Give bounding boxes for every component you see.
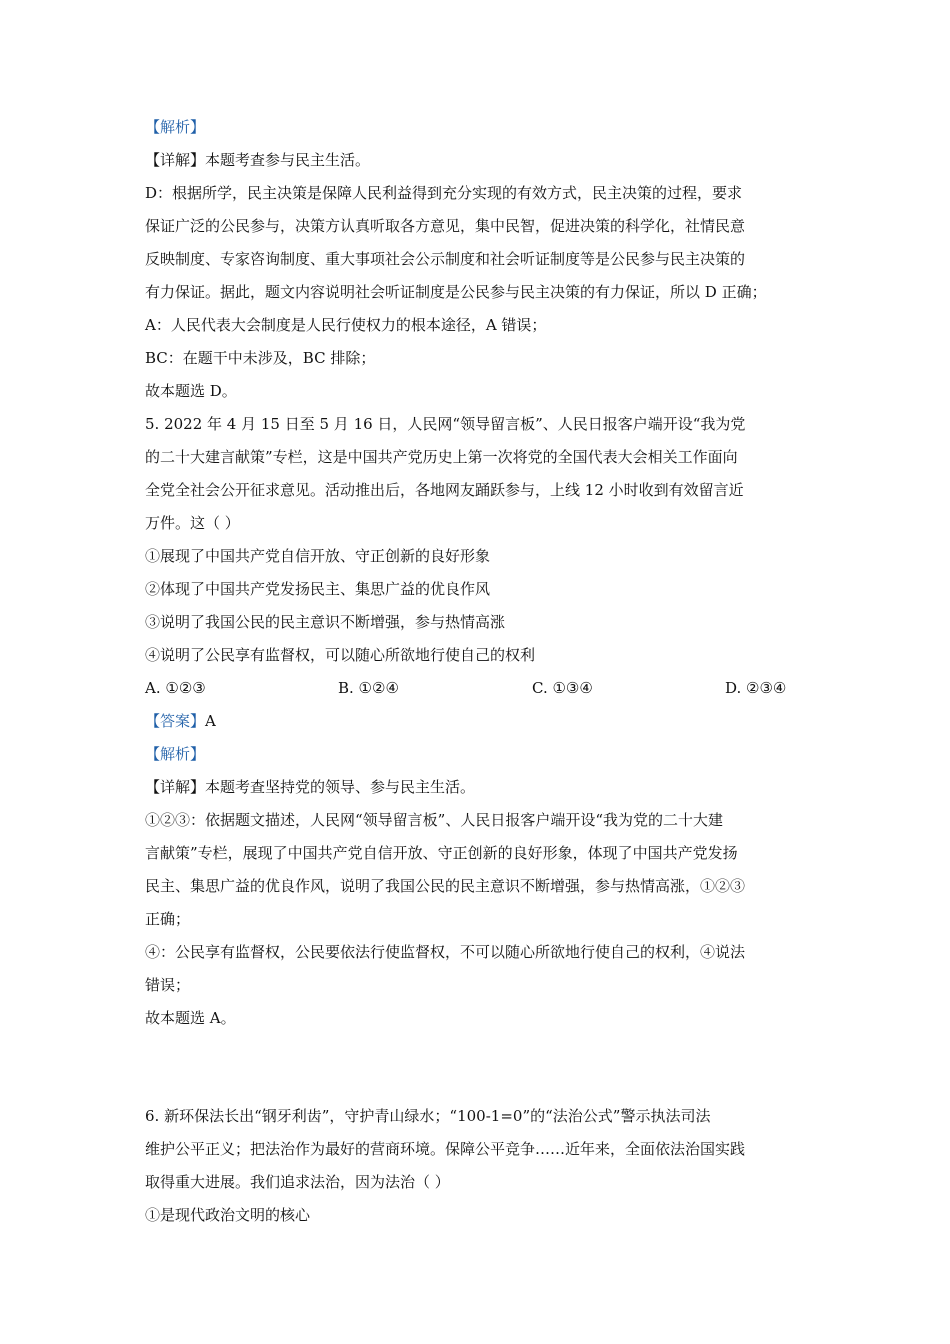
statement: ①展现了中国共产党自信开放、守正创新的良好形象: [145, 547, 491, 565]
text-line: 民主、集思广益的优良作风，说明了我国公民的民主意识不断增强，参与热情高涨，①②③: [145, 877, 746, 895]
detail-text: 本题考查参与民主生活。: [205, 151, 371, 169]
answer-tag: 【答案】: [145, 712, 206, 730]
statement: ②体现了中国共产党发扬民主、集思广益的优良作风: [145, 580, 491, 598]
question-stem-line: 的二十大建言献策”专栏，这是中国共产党历史上第一次将党的全国代表大会相关工作面向: [145, 448, 738, 466]
analysis-tag: 【解析】: [145, 745, 206, 763]
text-line: 错误；: [145, 976, 191, 994]
detail-line: [145, 150, 370, 170]
text-line: 故本题选 D。: [145, 382, 237, 400]
question-stem-line: 万件。这（ ）: [145, 514, 240, 532]
question-stem-line: 6. 新环保法长出“钢牙利齿”，守护青山绿水；“100-1=0”的“法治公式”警示执法司法: [145, 1107, 711, 1125]
question-stem-line: 5. 2022 年 4 月 15 日至 5 月 16 日，人民网“领导留言板”、人民日报客户端开设“我为党: [145, 415, 746, 433]
answer-line: [145, 711, 216, 731]
analysis-tag: 【解析】: [145, 118, 206, 136]
question-stem-line: 维护公平正义；把法治作为最好的营商环境。保障公平竞争……近年来，全面依法治国实践: [145, 1140, 746, 1158]
option-d: D. ②③④: [725, 679, 787, 697]
text-line: ①②③：依据题文描述，人民网“领导留言板”、人民日报客户端开设“我为党的二十大建: [145, 811, 724, 829]
text-line: 正确；: [145, 910, 191, 928]
text-line: ④：公民享有监督权，公民要依法行使监督权，不可以随心所欲地行使自己的权利，④说法: [145, 943, 746, 961]
detail-tag: 【详解】: [145, 151, 206, 169]
text-line: 故本题选 A。: [145, 1009, 236, 1027]
text-line: 反映制度、专家咨询制度、重大事项社会公示制度和社会听证制度等是公民参与民主决策的: [145, 250, 746, 268]
option-c: C. ①③④: [532, 679, 593, 697]
text-line: D：根据所学，民主决策是保障人民利益得到充分实现的有效方式，民主决策的过程，要求: [145, 184, 743, 202]
question-stem-line: 全党全社会公开征求意见。活动推出后，各地网友踊跃参与，上线 12 小时收到有效留言近: [145, 481, 744, 499]
text-line: 保证广泛的公民参与，决策方认真听取各方意见，集中民智，促进决策的科学化，社情民意: [145, 217, 746, 235]
detail-tag: 【详解】: [145, 778, 206, 796]
option-a: A. ①②③: [145, 679, 206, 697]
answer-value: A: [205, 712, 216, 730]
text-line: A：人民代表大会制度是人民行使权力的根本途径，A 错误；: [145, 316, 547, 334]
text-line: 言献策”专栏，展现了中国共产党自信开放、守正创新的良好形象，体现了中国共产党发扬: [145, 844, 738, 862]
text-line: BC：在题干中未涉及，BC 排除；: [145, 349, 376, 367]
statement: ①是现代政治文明的核心: [145, 1206, 311, 1224]
option-b: B. ①②④: [338, 679, 399, 697]
detail-line: [145, 777, 475, 797]
detail-text: 本题考查坚持党的领导、参与民主生活。: [205, 778, 476, 796]
statement: ③说明了我国公民的民主意识不断增强，参与热情高涨: [145, 613, 506, 631]
text-line: 有力保证。据此，题文内容说明社会听证制度是公民参与民主决策的有力保证，所以 D 正确；: [145, 283, 767, 301]
statement: ④说明了公民享有监督权，可以随心所欲地行使自己的权利: [145, 646, 536, 664]
question-stem-line: 取得重大进展。我们追求法治，因为法治（ ）: [145, 1173, 450, 1191]
